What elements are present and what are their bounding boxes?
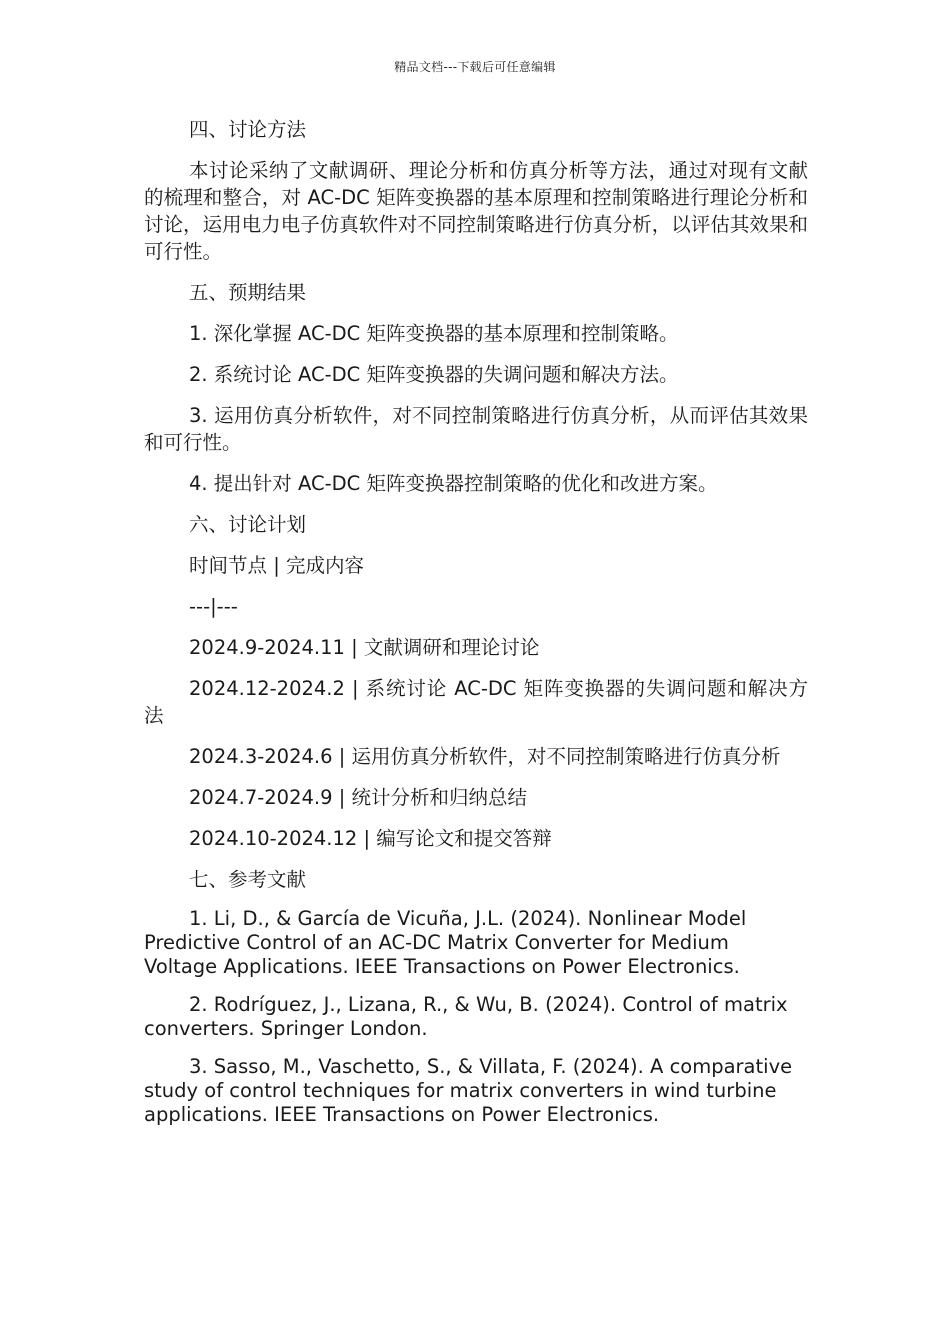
expected-result-item: 4. 提出针对 AC-DC 矩阵变换器控制策略的优化和改进方案。 (189, 472, 718, 495)
reference-item: 1. Li, D., & García de Vicuña, J.L. (2024). Nonlinear Model Predictive Control of an AC-DC Matrix Converter for Medium Voltage Applications. IEEE Transactions on Power Electronics. (144, 907, 747, 978)
expected-result-item: 2. 系统讨论 AC-DC 矩阵变换器的失调问题和解决方法。 (189, 363, 679, 386)
document-body (144, 116, 808, 1141)
schedule-table-header: 时间节点 | 完成内容 (189, 554, 364, 577)
section-heading-references: 七、参考文献 (189, 868, 307, 891)
expected-result-item: 1. 深化掌握 AC-DC 矩阵变换器的基本原理和控制策略。 (189, 322, 679, 345)
methods-paragraph: 本讨论采纳了文献调研、理论分析和仿真分析等方法，通过对现有文献的梳理和整合，对 AC-DC 矩阵变换器的基本原理和控制策略进行理论分析和讨论，运用电力电子仿真软件对不同控制策略进行仿真分析，以评估其效果和可行性。 (144, 159, 808, 263)
schedule-row: 2024.12-2024.2 | 系统讨论 AC-DC 矩阵变换器的失调问题和解决方法 (144, 677, 808, 727)
schedule-table-separator: ---|--- (189, 595, 238, 618)
section-heading-plan: 六、讨论计划 (189, 513, 307, 536)
section-heading-methods: 四、讨论方法 (189, 118, 307, 141)
reference-item: 3. Sasso, M., Vaschetto, S., & Villata, F. (2024). A comparative study of control techniques for matrix converters in wind turbine applications. IEEE Transactions on Power Electronics. (144, 1055, 793, 1126)
schedule-row: 2024.7-2024.9 | 统计分析和归纳总结 (189, 786, 527, 809)
schedule-row: 2024.10-2024.12 | 编写论文和提交答辩 (189, 827, 552, 850)
expected-result-item: 3. 运用仿真分析软件，对不同控制策略进行仿真分析，从而评估其效果和可行性。 (144, 404, 808, 454)
section-heading-expected-results: 五、预期结果 (189, 281, 307, 304)
schedule-row: 2024.9-2024.11 | 文献调研和理论讨论 (189, 636, 540, 659)
reference-item: 2. Rodríguez, J., Lizana, R., & Wu, B. (2024). Control of matrix converters. Springer London. (144, 993, 788, 1040)
page-header: 精品文档---下载后可任意编辑 (394, 60, 556, 74)
schedule-row: 2024.3-2024.6 | 运用仿真分析软件，对不同控制策略进行仿真分析 (189, 745, 781, 768)
